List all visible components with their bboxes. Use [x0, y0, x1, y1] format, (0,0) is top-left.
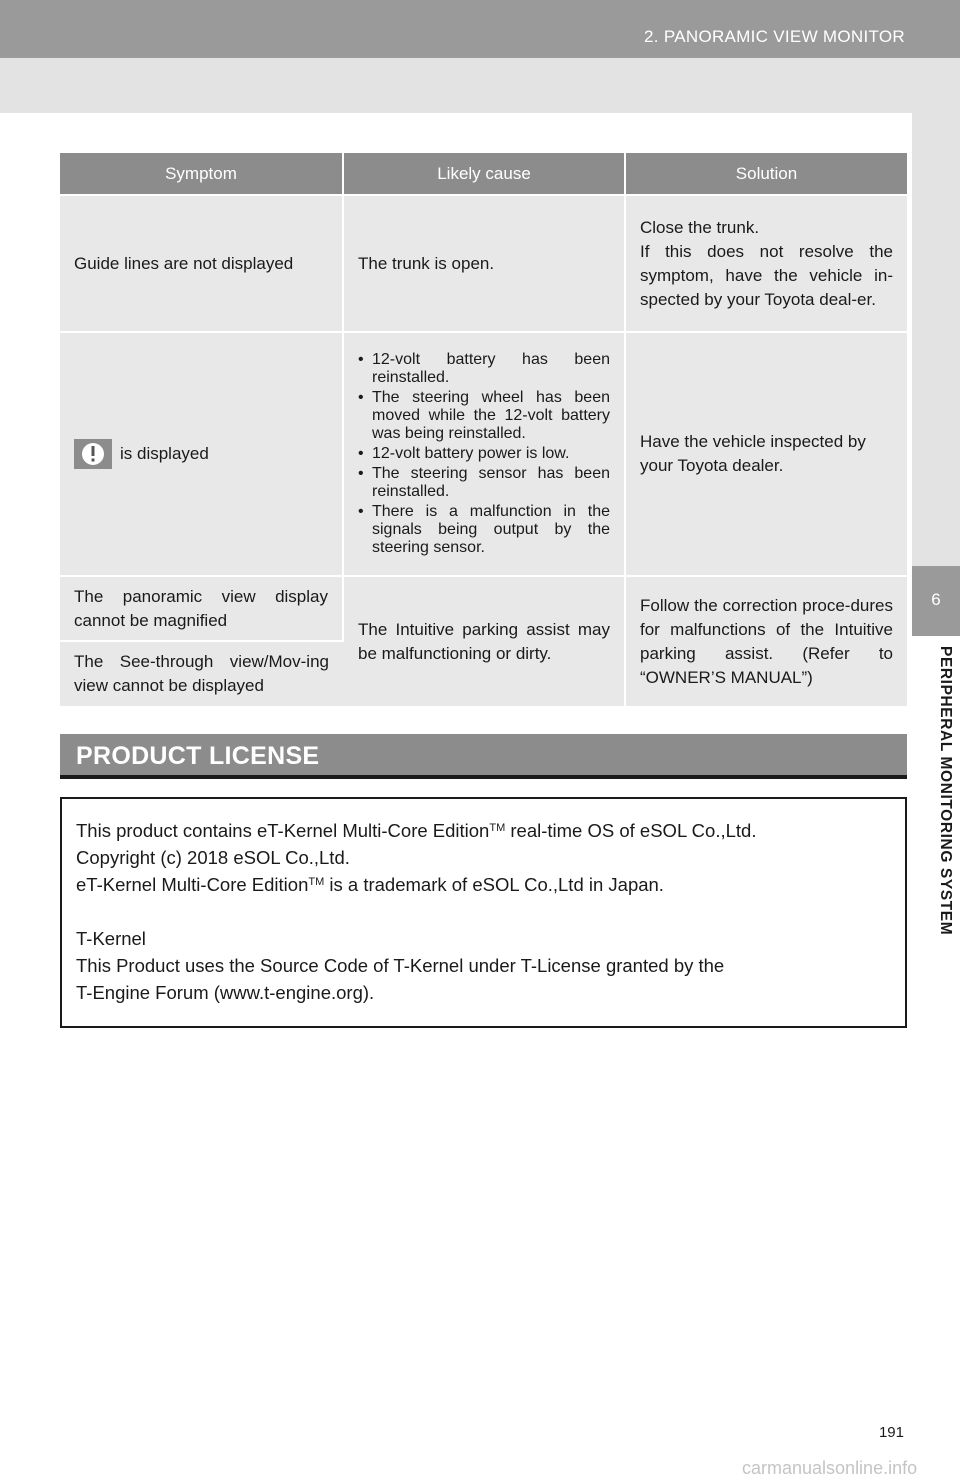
warning-icon: [74, 439, 112, 469]
license-line: This Product uses the Source Code of T-Kernel under T-License granted by the: [76, 955, 725, 976]
table-header-row: [60, 153, 907, 195]
cause-cell: The Intuitive parking assist may be malfunctioning or dirty.: [343, 576, 625, 706]
license-line: Copyright (c) 2018 eSOL Co.,Ltd.: [76, 847, 350, 868]
table-row: [60, 195, 907, 332]
symptom-text: is displayed: [120, 444, 209, 463]
license-line: T-Engine Forum (www.t-engine.org).: [76, 982, 375, 1003]
table-row: [60, 332, 907, 576]
cause-cell: The trunk is open.: [343, 195, 625, 332]
watermark: carmanualsonline.info: [742, 1458, 918, 1478]
solution-cell: Follow the correction proce-dures for malfunctions of the Intuitive parking assist. (Refer to “OWNER’S MANUAL”): [625, 576, 907, 706]
chapter-title: 2. PANORAMIC VIEW MONITOR: [644, 27, 905, 46]
license-line: This product contains eT-Kernel Multi-Core Edition: [76, 820, 490, 841]
list-item: • There is a malfunction in the signals being output by the steering sensor.: [358, 503, 610, 557]
symptom-cell: Guide lines are not displayed: [60, 195, 343, 332]
chapter-side-label: PERIPHERAL MONITORING SYSTEM: [937, 646, 954, 936]
license-box: [60, 797, 907, 1028]
list-item: • 12-volt battery power is low.: [358, 445, 610, 463]
license-text: [76, 817, 896, 1006]
header-symptom: Symptom: [60, 153, 343, 195]
list-item: • 12-volt battery has been reinstalled.: [358, 351, 610, 387]
header-bar: [0, 0, 960, 58]
license-line: real-time OS of eSOL Co.,Ltd.: [505, 820, 757, 841]
section-divider: [60, 775, 907, 779]
solution-cell: Have the vehicle inspected by your Toyota dealer.: [625, 332, 907, 576]
license-line: is a trademark of eSOL Co.,Ltd in Japan.: [324, 874, 664, 895]
header-solution: Solution: [625, 153, 907, 195]
section-heading-bar: [60, 734, 907, 775]
trademark-mark: TM: [489, 822, 506, 834]
symptom-cell: The See-through view/Mov-ing view cannot be displayed: [60, 641, 343, 706]
chapter-tab: [912, 566, 960, 636]
page-number: 191: [878, 1424, 904, 1441]
section-title: PRODUCT LICENSE: [76, 742, 320, 770]
list-item: • The steering wheel has been moved while the 12-volt battery was being reinstalled.: [358, 389, 610, 443]
cause-list: [358, 351, 610, 557]
table-row: [60, 576, 907, 641]
list-item: • The steering sensor has been reinstalled.: [358, 465, 610, 501]
symptom-cell: [60, 332, 343, 576]
license-line: T-Kernel: [76, 928, 146, 949]
troubleshooting-table: [60, 153, 907, 706]
header-subbar: [0, 58, 960, 113]
solution-cell: [625, 195, 907, 332]
header-likely-cause: Likely cause: [343, 153, 625, 195]
license-line: eT-Kernel Multi-Core Edition: [76, 874, 309, 895]
symptom-cell: The panoramic view display cannot be magnified: [60, 576, 343, 641]
chapter-number: 6: [931, 590, 941, 609]
solution-line: If this does not resolve the symptom, have the vehicle in-spected by your Toyota deal-er.: [640, 241, 893, 309]
cause-cell: [343, 332, 625, 576]
solution-line: Close the trunk.: [640, 217, 760, 237]
side-strip: [912, 58, 960, 566]
trademark-mark: TM: [308, 876, 325, 888]
